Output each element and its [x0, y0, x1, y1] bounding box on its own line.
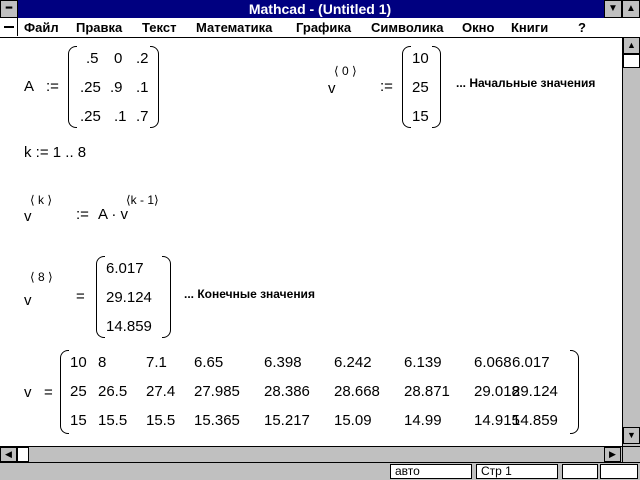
v0-superscript: ⟨ 0 ⟩	[334, 64, 357, 78]
menu-text[interactable]: Текст	[142, 20, 177, 35]
menu-books[interactable]: Книги	[511, 20, 549, 35]
v-matrix-cell: 15.365	[194, 412, 240, 429]
v-matrix-cell: 6.65	[194, 354, 224, 371]
v-matrix-cell: 29.018	[474, 383, 520, 400]
menu-bar	[0, 18, 640, 38]
recur-rhs-superscript: ⟨k - 1⟩	[126, 193, 159, 207]
v0-right-bracket	[432, 46, 441, 128]
menu-graphics[interactable]: Графика	[296, 20, 352, 35]
horizontal-scroll-thumb[interactable]	[17, 447, 29, 462]
v8-cell: 14.859	[106, 318, 152, 335]
scroll-down-button[interactable]: ▼	[623, 427, 640, 444]
status-field-empty	[600, 464, 638, 479]
matrix-a-right-bracket	[150, 46, 159, 128]
matrix-a-cell: .2	[136, 50, 149, 67]
recur-lhs-superscript: ⟨ k ⟩	[30, 193, 53, 207]
menu-window[interactable]: Окно	[462, 20, 495, 35]
menu-help[interactable]: ?	[578, 20, 586, 35]
scroll-left-button[interactable]: ◀	[0, 447, 17, 462]
vertical-scroll-thumb[interactable]	[623, 54, 640, 68]
matrix-a-cell: .25	[80, 79, 101, 96]
v-matrix-cell: 28.871	[404, 383, 450, 400]
matrix-a-name: A	[24, 78, 35, 95]
matrix-a-cell: .25	[80, 108, 101, 125]
matrix-a-assign: :=	[46, 78, 59, 95]
v8-cell: 29.124	[106, 289, 152, 306]
scroll-right-button[interactable]: ▶	[604, 447, 621, 462]
v-matrix-cell: 6.242	[334, 354, 372, 371]
v-matrix-cell: 6.139	[404, 354, 442, 371]
v0-left-bracket	[402, 46, 411, 128]
menu-math[interactable]: Математика	[196, 20, 273, 35]
v8-cell: 6.017	[106, 260, 144, 277]
matrix-a-cell: 0	[114, 50, 123, 67]
v-matrix-cell: 15.5	[98, 412, 128, 429]
v8-equals: =	[76, 288, 85, 305]
v-matrix-cell: 14.859	[512, 412, 558, 429]
menu-edit[interactable]: Правка	[76, 20, 123, 35]
menu-symbolic[interactable]: Символика	[371, 20, 444, 35]
matrix-a-cell: .1	[114, 108, 127, 125]
status-bar	[0, 462, 640, 480]
v-matrix-cell: 27.985	[194, 383, 240, 400]
v-matrix-cell: 6.398	[264, 354, 302, 371]
v-matrix-cell: 27.4	[146, 383, 176, 400]
v-matrix-cell: 28.668	[334, 383, 380, 400]
v0-cell: 15	[412, 108, 429, 125]
title-bar	[0, 0, 640, 18]
v-matrix-cell: 28.386	[264, 383, 310, 400]
v8-superscript: ⟨ 8 ⟩	[30, 270, 53, 284]
v-matrix-cell: 15	[70, 412, 87, 429]
v-matrix-cell: 6.068	[474, 354, 512, 371]
recur-lhs: v	[24, 208, 32, 225]
v-matrix-equals: =	[44, 384, 53, 401]
scrollbar-corner	[622, 446, 640, 462]
v-matrix-right-bracket	[570, 350, 579, 434]
v-matrix-left-bracket	[60, 350, 69, 434]
v-matrix-name: v	[24, 384, 32, 401]
v-matrix-cell: 14.915	[474, 412, 520, 429]
v0-name: v	[328, 80, 336, 97]
menu-file[interactable]: Файл	[24, 20, 59, 35]
v0-cell: 10	[412, 50, 429, 67]
final-values-note: ... Конечные значения	[184, 287, 315, 301]
v-matrix-cell: 10	[70, 354, 87, 371]
maximize-button[interactable]: ▲	[622, 0, 640, 18]
v-matrix-cell: 29.124	[512, 383, 558, 400]
v8-name: v	[24, 292, 32, 309]
recur-assign: :=	[76, 206, 89, 223]
v8-right-bracket	[162, 256, 171, 338]
vertical-scrollbar[interactable]	[622, 37, 640, 446]
v-matrix-cell: 14.99	[404, 412, 442, 429]
v0-cell: 25	[412, 79, 429, 96]
status-field-empty	[562, 464, 598, 479]
matrix-a-cell: .1	[136, 79, 149, 96]
v-matrix-cell: 15.217	[264, 412, 310, 429]
window-title: Mathcad - (Untitled 1)	[248, 1, 392, 17]
document-system-menu-button[interactable]	[0, 18, 18, 36]
v0-assign: :=	[380, 78, 393, 95]
v-matrix-cell: 15.5	[146, 412, 176, 429]
v-matrix-cell: 26.5	[98, 383, 128, 400]
v-matrix-cell: 7.1	[146, 354, 167, 371]
initial-values-note: ... Начальные значения	[456, 76, 596, 90]
v-matrix-cell: 15.09	[334, 412, 372, 429]
matrix-a-cell: .7	[136, 108, 149, 125]
matrix-a-left-bracket	[68, 46, 77, 128]
minimize-button[interactable]: ▼	[604, 0, 622, 18]
calc-mode-field: авто	[390, 464, 472, 479]
page-number-field: Стр 1	[476, 464, 558, 479]
scroll-up-button[interactable]: ▲	[623, 37, 640, 54]
matrix-a-cell: .9	[110, 79, 123, 96]
range-definition: k := 1 .. 8	[24, 144, 87, 161]
system-menu-button[interactable]: ━	[0, 0, 18, 18]
v-matrix-cell: 25	[70, 383, 87, 400]
v-matrix-cell: 6.017	[512, 354, 550, 371]
v-matrix-cell: 8	[98, 354, 107, 371]
worksheet[interactable]	[0, 38, 622, 444]
v8-left-bracket	[96, 256, 105, 338]
recur-rhs: A · v	[98, 206, 129, 223]
horizontal-scrollbar[interactable]	[0, 446, 622, 462]
matrix-a-cell: .5	[86, 50, 99, 67]
